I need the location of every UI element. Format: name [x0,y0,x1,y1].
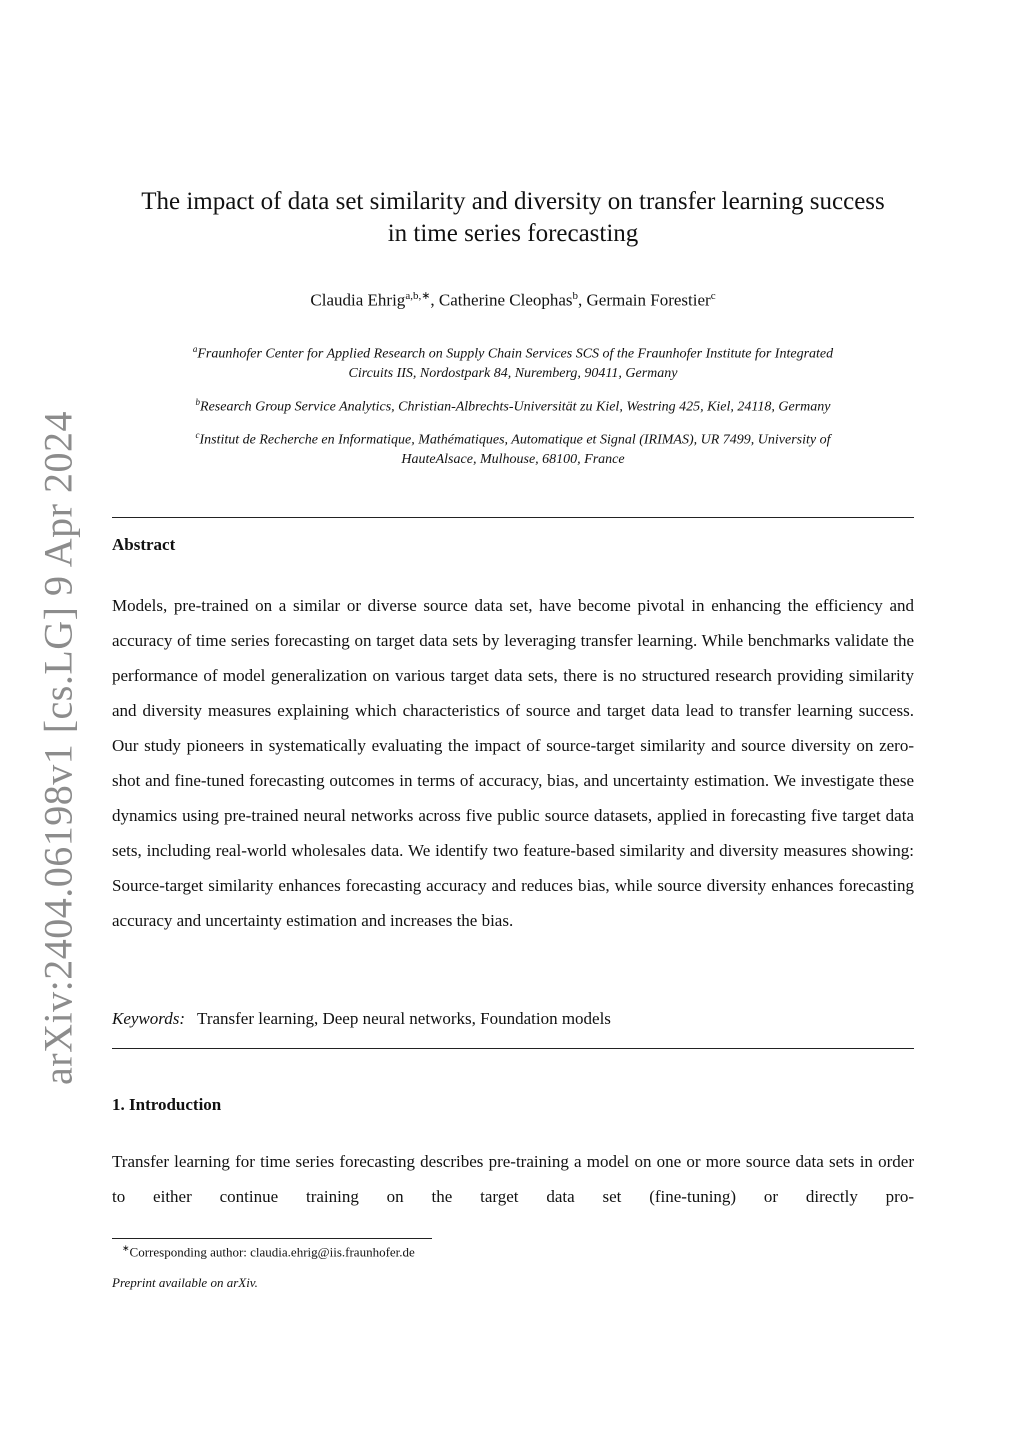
abstract-top-rule [112,517,914,518]
affiliation-c-mark: c [195,430,200,441]
footnote-mark: ∗ [122,1243,130,1253]
author-2-marks: b [572,290,579,302]
author-list [112,289,914,311]
affiliations [112,340,914,479]
introduction-text: Transfer learning for time series forecasting describes pre-training a model on one or more source data sets in order to either continue training on the target data set (fine-tuning) or directly pro- [112,1152,914,1206]
title-line-1: The impact of data set similarity and diversity on transfer learning success [141,188,885,215]
affiliation-b-line-1: Research Group Service Analytics, Christian-Albrechts-Universität zu Kiel, Westring 425, Kiel, 24118, Germany [200,399,831,415]
section-heading-introduction: 1. Introduction [112,1095,222,1114]
paper-title [112,186,914,250]
abstract-heading: Abstract [112,535,176,554]
affiliation-a [112,340,914,383]
affiliation-c [112,426,914,469]
keywords-text: Transfer learning, Deep neural networks, Foundation models [197,1009,611,1028]
affiliation-c-line-2: HauteAlsace, Mulhouse, 68100, France [401,451,625,467]
preprint-note: Preprint available on arXiv. [112,1275,258,1290]
abstract-bottom-rule [112,1048,914,1049]
affiliation-a-mark: a [192,344,198,354]
author-3-marks: c [710,290,716,302]
author-separator: , [430,290,439,310]
affiliation-a-line-1: Fraunhofer Center for Applied Research on Supply Chain Services SCS of the Fraunhofer Institute for Integrated [197,346,834,362]
author-separator: , [578,290,587,310]
author-1-name: Claudia Ehrig [310,290,406,310]
affiliation-b [112,393,914,417]
affiliation-b-mark: b [195,396,201,407]
title-line-2: in time series forecasting [387,220,639,247]
abstract-text: Models, pre-trained on a similar or diverse source data set, have become pivotal in enhancing the efficiency and accuracy of time series forecasting on target data sets by leveraging transfer learning. While benchmarks validate the performance of model generalization on various target data sets, there is no structured research providing similarity and diversity measures explaining which characteristics of source and target data lead to transfer learning success. Our study pioneers in systematically evaluating the impact of source-target similarity and source diversity on zero-shot and fine-tuned forecasting outcomes in terms of accuracy, bias, and uncertainty estimation. We investigate these dynamics using pre-trained neural networks across five public source datasets, applied in forecasting five target data sets, including real-world wholesales data. We identify two feature-based similarity and diversity measures showing: Source-target similarity enhances forecasting accuracy and reduces bias, while source diversity enhances forecasting accuracy and uncertainty estimation and increases the bias. [112,596,914,930]
arxiv-identifier-stamp: arXiv:2404.06198v1 [cs.LG] 9 Apr 2024 [35,411,81,1085]
footnote-corresponding-author [122,1243,415,1260]
author-1-marks: a,b,∗ [405,290,431,302]
affiliation-c-line-1: Institut de Recherche en Informatique, Mathématiques, Automatique et Signal (IRIMAS), UR 7499, University of [199,432,831,448]
keywords-line [112,1009,914,1029]
footnote-text: Corresponding author: claudia.ehrig@iis.fraunhofer.de [129,1244,415,1260]
affiliation-a-line-2: Circuits IIS, Nordostpark 84, Nuremberg, 90411, Germany [348,365,678,381]
footnote-rule [112,1238,432,1239]
author-3-name: Germain Forestier [586,290,711,310]
keywords-label: Keywords: [112,1009,186,1028]
author-2-name: Catherine Cleophas [438,290,573,310]
